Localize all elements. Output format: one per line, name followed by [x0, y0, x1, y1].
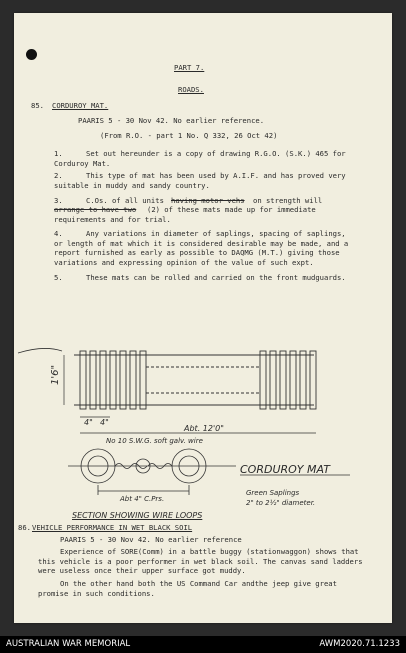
item-86-reference: PAARIS 5 - 30 Nov 42. No earlier reference: [60, 535, 242, 544]
para-3-struck-a: having motor vehs: [171, 196, 245, 205]
item-86-title: VEHICLE PERFORMANCE IN WET BLACK SOIL: [32, 523, 193, 532]
item-86-para-a: Experience of SORE(Comm) in a battle buggy (stationwaggon) shows that this vehicle is a poor performer in wet black soil. The canvas sand ladders were useless once their upper surface got muddy.: [38, 547, 363, 576]
mat-plan-view: [74, 351, 316, 409]
item-85-number: 85.: [31, 101, 44, 110]
spacing-dimension-a: 4": [84, 418, 93, 427]
para-3-text-e: (2) of these mats made up for immediate requirements and for trial.: [54, 205, 316, 224]
para-5-number: 5.: [54, 273, 63, 282]
break-line: [18, 348, 62, 353]
length-dimension: Abt. 12'0": [184, 424, 224, 433]
para-2-number: 2.: [54, 171, 63, 180]
para-1: Set out hereunder is a copy of drawing R.G.O. (S.K.) 465 for Corduroy Mat.: [54, 149, 346, 168]
drawing-title: CORDUROY MAT: [240, 463, 330, 476]
wire-note: No 10 S.W.G. soft galv. wire: [106, 437, 203, 445]
footer-accession-number: AWM2020.71.1233: [319, 639, 400, 649]
para-1-number: 1.: [54, 149, 63, 158]
wire-loop-section: [68, 449, 236, 495]
para-3-text-c: on strength will: [253, 196, 323, 205]
para-3-text-a: C.Os. of all units: [86, 196, 164, 205]
para-2: This type of mat has been used by A.I.F. and has proved very suitable in muddy and sandy country.: [54, 171, 346, 190]
section-heading: ROADS.: [178, 85, 204, 94]
document-page: [14, 13, 392, 623]
para-3-number: 3.: [54, 196, 63, 205]
source-line: (From R.O. - part 1 No. Q 332, 26 Oct 42): [100, 131, 278, 140]
para-4: Any variations in diameter of saplings, spacing of saplings, or length of mat which it is considered desirable may be made, and a report furnished as early as possible to DAQMG (M.T.) giving those variations and expressing opinion of the value of such expt.: [54, 229, 349, 267]
corduroy-mat-drawing: [14, 325, 392, 510]
item-86-number: 86.: [18, 523, 31, 532]
section-loops-caption: SECTION SHOWING WIRE LOOPS: [72, 511, 203, 520]
sapling-note-line1: Green Saplings: [246, 489, 300, 497]
para-3-struck-b: arrange to have two: [54, 205, 137, 214]
reference-line: PAARIS 5 - 30 Nov 42. No earlier reference.: [78, 116, 265, 125]
footer-archive-name: AUSTRALIAN WAR MEMORIAL: [6, 639, 131, 649]
sapling-note-line2: 2" to 2½" diameter.: [246, 499, 316, 507]
spacing-dimension-b: 4": [100, 418, 109, 427]
part-heading: PART 7.: [174, 63, 205, 72]
centres-dimension: Abt 4" C.Prs.: [120, 495, 165, 503]
item-85-title: CORDUROY MAT.: [52, 101, 109, 110]
para-5: These mats can be rolled and carried on the front mudguards.: [86, 273, 346, 282]
para-4-number: 4.: [54, 229, 63, 238]
item-86-para-b: On the other hand both the US Command Car andthe jeep give great promise in such conditions.: [38, 579, 337, 598]
footer-bar: [0, 636, 406, 653]
height-dimension: 1'6": [50, 364, 61, 385]
punch-hole: [26, 49, 37, 60]
